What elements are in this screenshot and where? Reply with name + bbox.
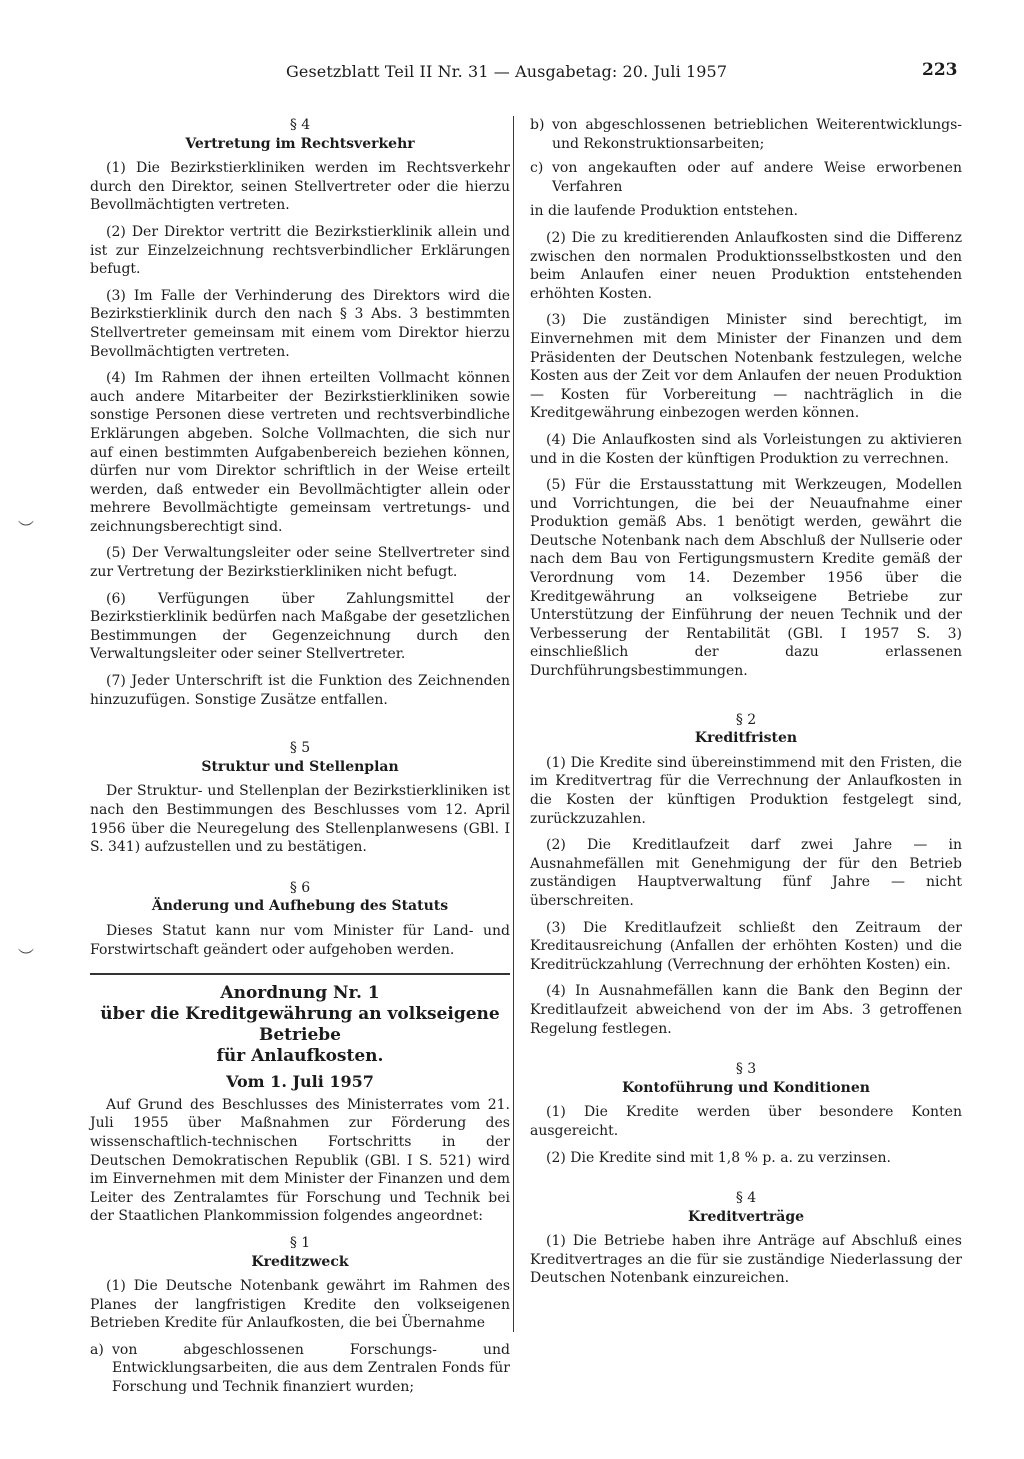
paragraph: (1) Die Kredite sind übereinstimmend mit den Fristen, die im Kreditvertrag für die Verrechnung der Anlaufkosten in die Kosten der künftigen Produktion festgelegt sind, zurückzuzahlen. [530,754,962,827]
paragraph: (5) Der Verwaltungsleiter oder seine Stellvertreter sind zur Vertretung der Bezirkstierkliniken nicht befugt. [90,545,510,581]
gazette-header: Gesetzblatt Teil II Nr. 31 — Ausgabetag: 20. Juli 1957 [286,62,728,81]
ordinance-preamble: Auf Grund des Beschlusses des Ministerrates vom 21. Juli 1955 über Maßnahmen zur Förderung des wissenschaftlich-technischen Fortschritts in der Deutschen Demokratischen Republik (GBl. I S. 521) wird im Einvernehmen mit dem Minister der Finanzen und dem Leiter des Zentralamtes für Forschung und Technik bei der Staatlichen Plankommission folgendes angeordnet: [90,1096,510,1225]
section-title: Kreditfristen [694,730,798,747]
paragraph: (1) Die Deutsche Notenbank gewährt im Rahmen des Planes der langfristigen Kredite den volkseigenen Betrieben Kredite für Anlaufkosten, die bei Übernahme [90,1278,510,1332]
paragraph: (3) Im Falle der Verhinderung des Direktors wird die Bezirkstierklinik durch den nach § 3 Abs. 3 bestimmten Stellvertreter gemeinsam mit einem vom Direktor hierzu Bevollmächtigten vertreten. [90,287,510,360]
section-title: Kontoführung und Konditionen [622,1079,870,1096]
list-item [530,116,962,153]
paragraph: (4) In Ausnahmefällen kann die Bank den Beginn der Kreditlaufzeit abweichend von der im Abs. 3 getroffenen Regelung festlegen. [530,983,962,1037]
paragraph: (5) Für die Erstausstattung mit Werkzeugen, Modellen und Vorrichtungen, die bei der Neuaufnahme einer Produktion gemäß Abs. 1 benötigt werden, gewährt die Deutsche Notenbank nach dem Abschluß der Nullserie oder nach dem Bau von Fertigungsmustern Kredite gemäß der Verordnung vom 14. Dezember 1956 über die Kreditgewährung an volkseigene Betriebe zur Unterstützung der Einführung der neuen Technik und der Verbesserung der Rentabilität (GBl. I 1957 S. 3) einschließlich der dazu erlassenen Durchführungsbestimmungen. [530,477,962,680]
paragraph: (1) Die Kredite werden über besondere Konten ausgereicht. [530,1104,962,1139]
section-number: § 4 [289,117,311,133]
paragraph: (2) Die Kredite sind mit 1,8 % p. a. zu verzinsen. [546,1149,891,1166]
paragraph: (1) Die Bezirkstierkliniken werden im Rechtsverkehr durch den Direktor, seinen Stellvertreter oder die hierzu Bevollmächtigten vertreten. [90,160,510,214]
ordinance-date: Vom 1. Juli 1957 [226,1072,374,1092]
paragraph: in die laufende Produktion entstehen. [530,203,798,220]
section-title: Vertretung im Rechtsverkehr [185,135,415,152]
section-title: Kreditzweck [251,1253,349,1270]
ordinance-divider-rule [90,973,510,975]
section-number: § 2 [735,711,757,728]
paragraph: (6) Verfügungen über Zahlungsmittel der Bezirkstierklinik bedürfen nach Maßgabe der gesetzlichen Bestimmungen der Gegenzeichnung durch den Verwaltungsleiter oder seiner Stellvertreter. [90,590,510,663]
paragraph: (3) Die zuständigen Minister sind berechtigt, im Einvernehmen mit dem Minister der Finanzen und dem Präsidenten der Deutschen Notenbank festzulegen, welche Kosten aus der Zeit vor dem Anlaufen der neuen Produktion — Kosten für Vorbereitung — nachträglich in die Kreditgewährung einbezogen werden können. [530,312,962,422]
section-number: § 1 [289,1234,311,1251]
paragraph: (7) Jeder Unterschrift ist die Funktion des Zeichnenden hinzuzufügen. Sonstige Zusätze entfallen. [90,673,510,708]
paragraph: Der Struktur- und Stellenplan der Bezirkstierkliniken ist nach den Bestimmungen des Beschlusses vom 12. April 1956 über die Neuregelung des Stellenplanwesens (GBl. I S. 341) aufzustellen und zu bestätigen. [90,783,510,856]
margin-tick-mark: ︶ [18,947,35,966]
list-marker: c) [530,160,544,177]
list-item-text: von angekauften oder auf andere Weise erworbenen Verfahren [552,160,962,195]
section-number: § 3 [735,1061,757,1078]
ordinance-title-line: für Anlaufkosten. [216,1046,384,1067]
paragraph: (2) Die zu kreditierenden Anlaufkosten sind die Differenz zwischen den normalen Produktionsselbstkosten und den beim Anlaufen einer neuen Produktion entstehenden erhöhten Kosten. [530,229,962,302]
list-marker: a) [90,1341,104,1358]
paragraph: (2) Der Direktor vertritt die Bezirkstierklinik allein und ist zur Einzelzeichnung rechtsverbindlicher Erklärungen befugt. [90,223,510,278]
list-item-text: von abgeschlossenen betrieblichen Weiterentwicklungs- und Rekonstruktionsarbeiten; [552,117,962,152]
paragraph: (1) Die Betriebe haben ihre Anträge auf Abschluß eines Kreditvertrages an die für sie zuständige Niederlassung der Deutschen Notenbank einzureichen. [530,1233,962,1287]
paragraph: (4) Im Rahmen der ihnen erteilten Vollmacht können auch andere Mitarbeiter der Bezirkstierkliniken sowie sonstige Personen diese vertreten und rechtsverbindliche Erklärungen abgeben. Solche Vollmachten, die sich nur auf einen bestimmten Aufgabenbereich beziehen können, dürfen nur vom Direktor schriftlich in der Weise erteilt werden, daß entweder ein Bevollmächtigter allein oder mehrere Bevollmächtigte gemeinsam vertretungs- und zeichnungsberechtigt sind. [90,370,510,535]
margin-tick-mark: ︶ [18,519,35,538]
section-title: Änderung und Aufhebung des Statuts [151,898,449,915]
list-item-text: von abgeschlossenen Forschungs- und Entwicklungsarbeiten, die aus dem Zentralen Fonds für Forschung und Technik finanziert wurden; [112,1341,510,1396]
section-number: § 4 [735,1190,757,1207]
ordinance-title-line: über die Kreditgewährung an volkseigene Betriebe [100,1004,500,1046]
left-column [90,116,510,1403]
section-title: Kreditverträge [687,1208,805,1225]
list-marker: b) [530,117,545,133]
page-number: 223 [922,60,958,80]
paragraph: (3) Die Kreditlaufzeit schließt den Zeitraum der Kreditausreichung (Anfallen der erhöhten Kosten) und die Kreditrückzahlung (Verrechnung der erhöhten Kosten) ein. [530,919,962,973]
paragraph: (4) Die Anlaufkosten sind als Vorleistungen zu aktivieren und in die Kosten der künftigen Produktion zu verrechnen. [530,431,962,467]
section-title: Struktur und Stellenplan [201,758,399,775]
section-number: § 5 [289,740,311,757]
ordinance-title-line: Anordnung Nr. 1 [220,983,380,1004]
paragraph: (2) Die Kreditlaufzeit darf zwei Jahre — in Ausnahmefällen mit Genehmigung der für den Betrieb zuständigen Hauptverwaltung fünf Jahre — nicht überschreiten. [530,837,962,909]
list-item [530,159,962,196]
right-column [530,116,962,1296]
column-divider [513,116,514,1332]
paragraph: Dieses Statut kann nur vom Minister für Land- und Forstwirtschaft geändert oder aufgehoben werden. [90,922,510,958]
section-number: § 6 [289,879,311,896]
list-item [90,1341,510,1397]
